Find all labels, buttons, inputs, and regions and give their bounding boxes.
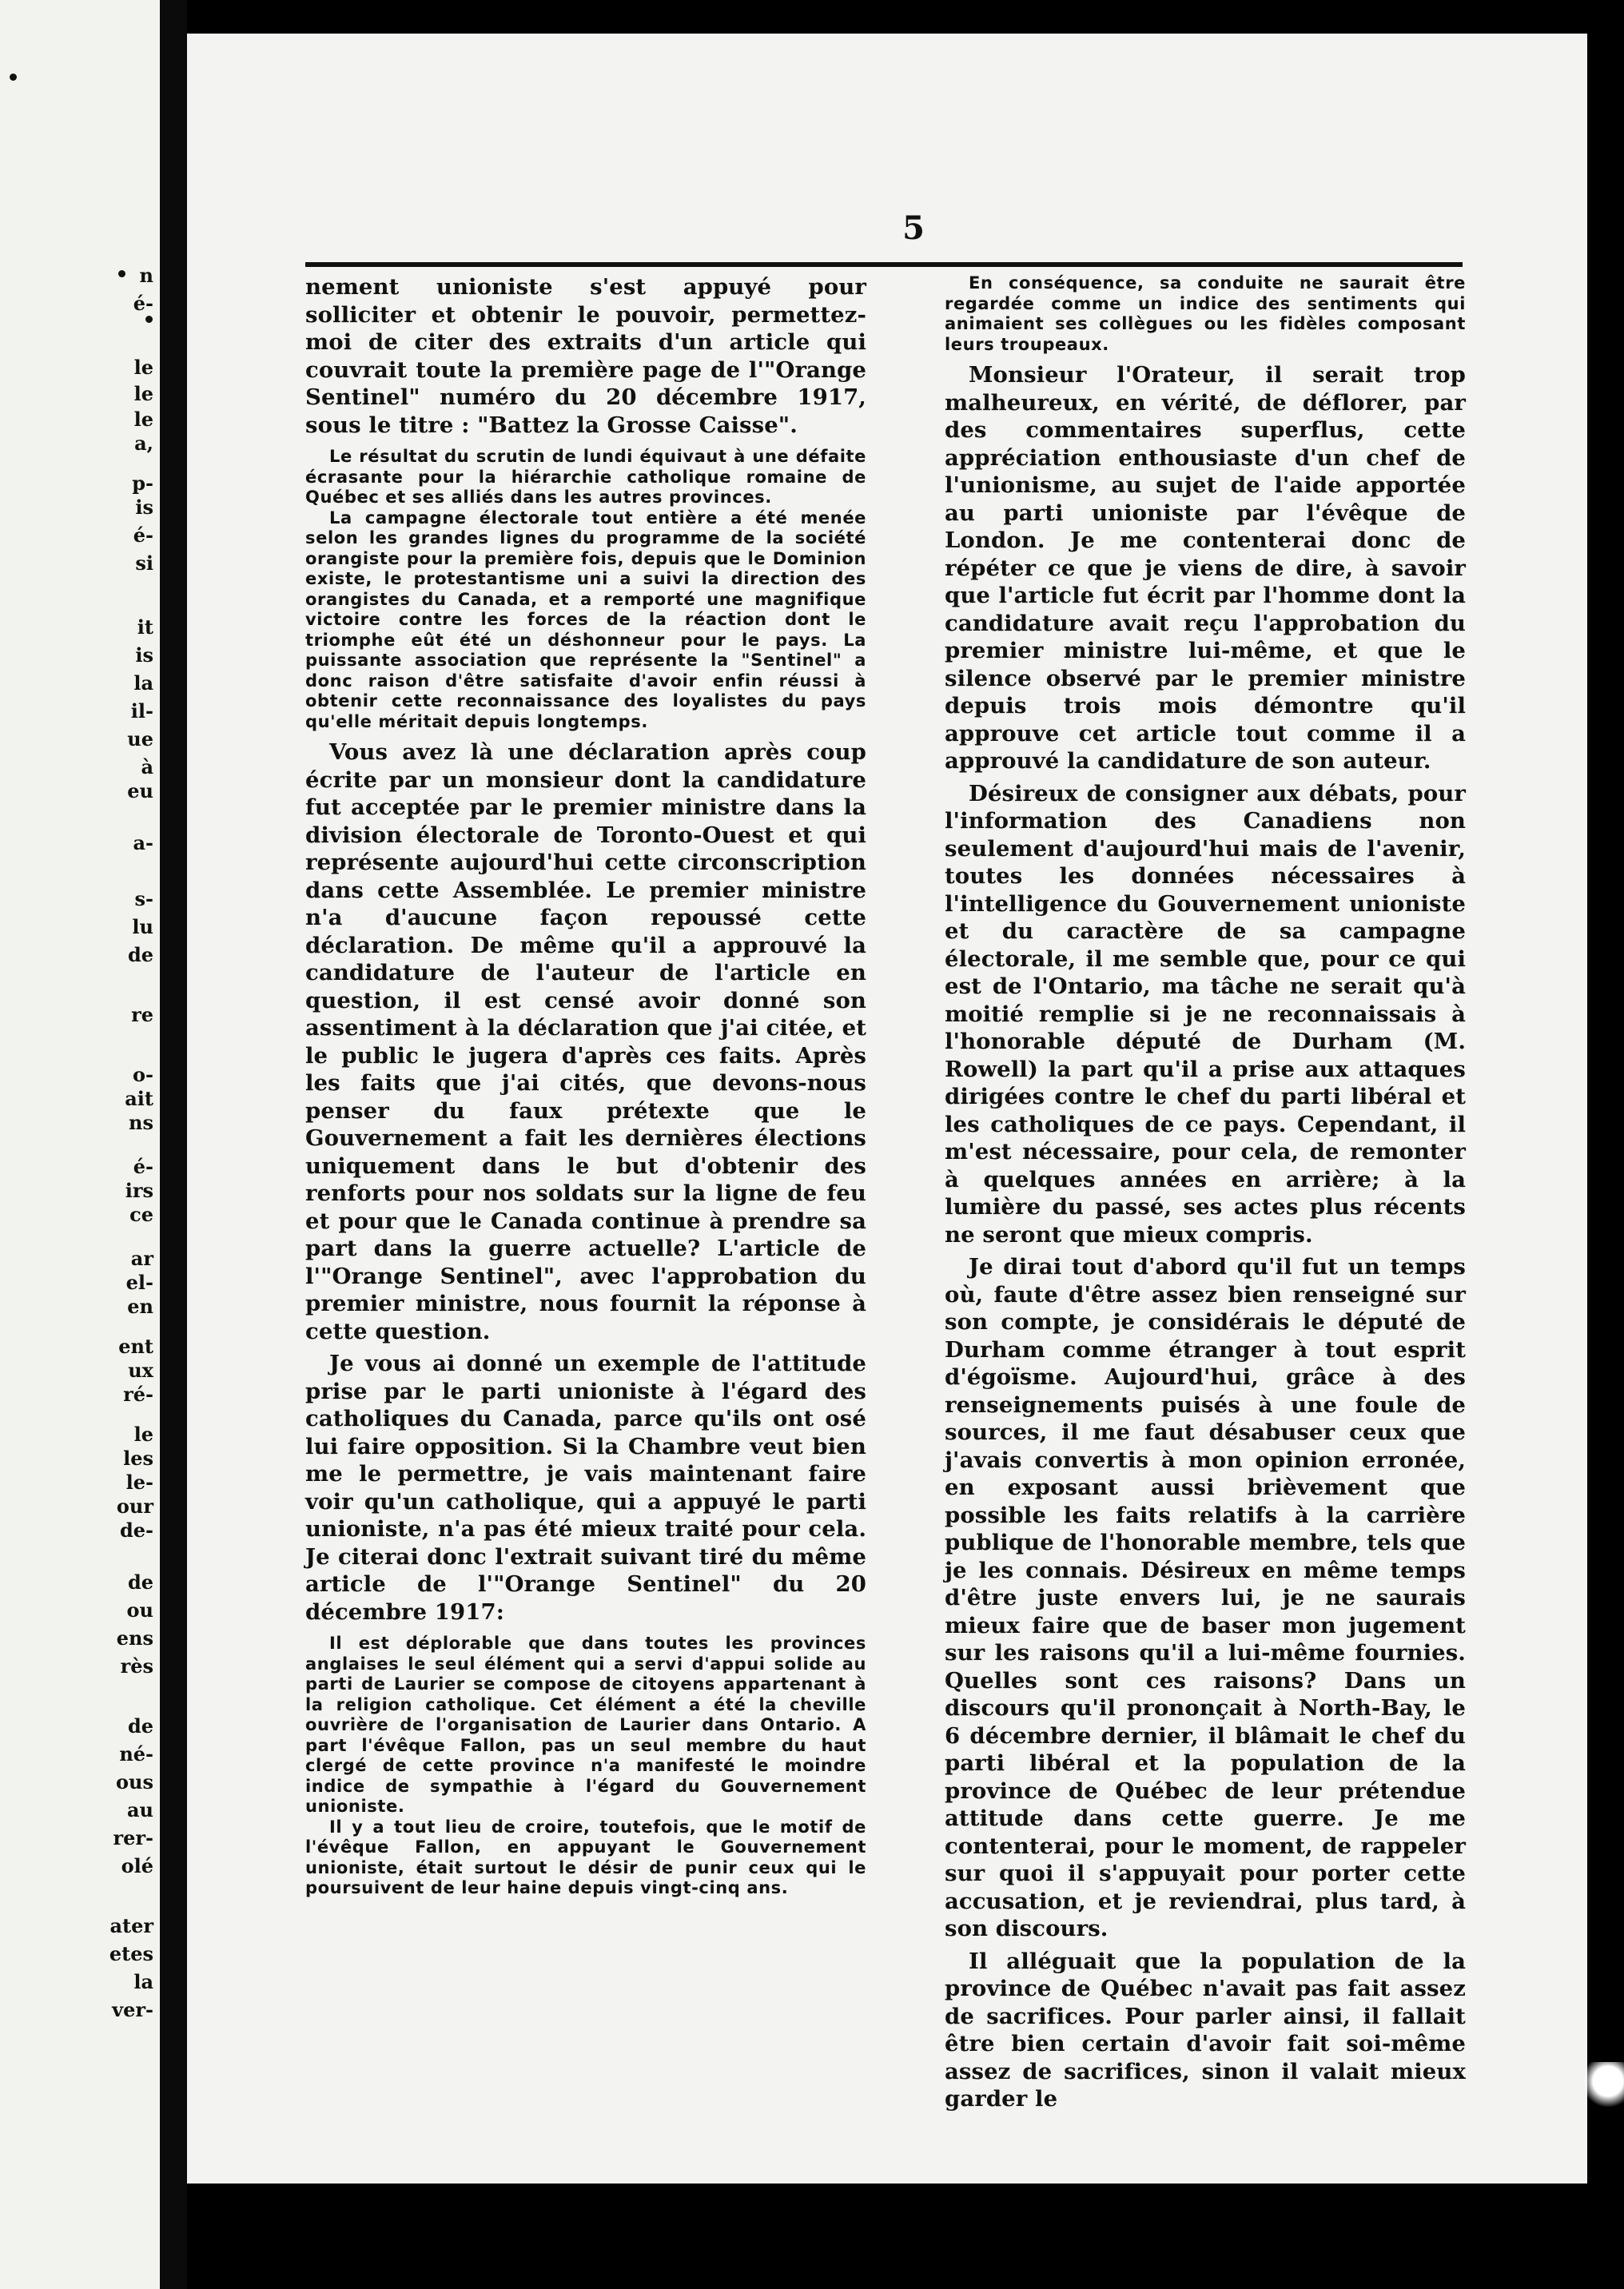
- gutter-text-fragment: el-: [125, 1271, 153, 1294]
- gutter-text-fragment: de-: [119, 1519, 153, 1542]
- document-page: [187, 34, 1587, 2184]
- gutter-text-fragment: le-: [125, 1471, 153, 1494]
- quote-paragraph: La campagne électorale tout entière a été menée selon les grandes lignes du programme de la société orangiste pour la première fois, depuis que le Dominion existe, le protestantisme uni a suivi la direction des orangistes du Canada, et a remporté une magnifique victoire contre les forces de la réaction dont le triomphe eût été un déshonneur pour le pays. La puissante association que représente la "Sentinel" a donc raison d'être satisfaite d'avoir enfin réussi à obtenir cette reconnaissance des loyalistes du pays qu'elle méritait depuis longtemps.: [305, 508, 866, 731]
- gutter-text-fragment: en: [127, 1295, 153, 1318]
- gutter-text-fragment: ue: [127, 727, 153, 750]
- gutter-text-fragment: our: [116, 1495, 153, 1518]
- paragraph: Monsieur l'Orateur, il serait trop malheureux, en vérité, de déflorer, par des commentaires superflus, cette appréciation enthousiaste d'un chef de l'unionisme, au sujet de l'aide apportée au parti unioniste par l'évêque de London. Je me contenterai donc de répéter ce que je viens de dire, à savoir que l'article fut écrit par l'homme dont la candidature avait reçu l'approbation du premier ministre lui-même, et que le silence observé par le premier ministre depuis trois mois démontre qu'il approuve cet article tout comme il a approuvé la candidature de son auteur.: [945, 362, 1466, 774]
- gutter-text-fragment: ux: [128, 1359, 153, 1382]
- gutter-text-fragment: it: [137, 615, 153, 639]
- gutter-text-fragment: o-: [133, 1063, 153, 1086]
- gutter-text-fragment: ent: [118, 1335, 153, 1358]
- paragraph: Je dirai tout d'abord qu'il fut un temps où, faute d'être assez bien renseigné sur son compte, je considérais le député de Durham comme étranger à tout esprit d'égoïsme. Aujourd'hui, grâce à des renseignements puisés à une foule de sources, il me faut désabuser ceux que j'avais convertis à mon opinion erronée, en exposant aussi brièvement que possible les faits relatifs à la carrière publique de l'honorable membre, tels que je les connais. Désireux en même temps d'être juste envers lui, je ne saurais mieux faire que de baser mon jugement sur les raisons qu'il a lui-même fournies. Quelles sont ces raisons? Dans un discours qu'il prononçait à North-Bay, le 6 décembre dernier, il blâmait le chef du parti libéral et la population de la province de Québec de leur prétendue attitude dans cette guerre. Je me contenterai, pour le moment, de rappeler sur quoi il s'appuyait pour porter cette accusation, et je reviendrai, plus tard, à son discours.: [945, 1254, 1466, 1941]
- page-number: 5: [902, 209, 925, 247]
- quote-paragraph: En conséquence, sa conduite ne saurait être regardée comme un indice des sentiments qui animaient ses collègues ou les fidèles composant leurs troupeaux.: [945, 273, 1466, 354]
- gutter-text-fragment: les: [123, 1447, 153, 1470]
- left-column: [305, 273, 866, 1905]
- gutter-text-fragment: is: [135, 643, 153, 667]
- gutter-text-fragment: rès: [120, 1654, 153, 1678]
- gutter-text-fragment: eu: [127, 779, 153, 802]
- quoted-excerpt: [305, 1634, 866, 1899]
- gutter-text-fragment: au: [127, 1798, 153, 1821]
- paragraph: Il alléguait que la population de la province de Québec n'avait pas fait assez de sacrifices. Pour parler ainsi, il fallait être bien certain d'avoir fait soi-même assez de sacrifices, sinon il valait mieux garder le: [945, 1948, 1466, 2112]
- paragraph: nement unioniste s'est appuyé pour solliciter et obtenir le pouvoir, permettez-moi de citer des extraits d'un article qui couvrait toute la première page de l'"Orange Sentinel" numéro du 20 décembre 1917, sous le titre : "Battez la Grosse Caisse".: [305, 274, 866, 438]
- gutter-text-fragment: é-: [133, 523, 153, 547]
- gutter-text-fragment: ver-: [112, 1998, 153, 2021]
- gutter-text-fragment: à: [141, 755, 153, 778]
- paragraph: Vous avez là une déclaration après coup écrite par un monsieur dont la candidature fut acceptée par le premier ministre dans la division électorale de Toronto-Ouest et qui représente aujourd'hui cette circonscription dans cette Assemblée. Le premier ministre n'a d'aucune façon repoussé cette déclaration. De même qu'il a approuvé la candidature de l'auteur de l'article en question, il est censé avoir donné son assentiment à la déclaration que j'ai citée, et le public le jugera d'après ces faits. Après les faits que j'ai cités, que devons-nous penser du faux prétexte que le Gouvernement a fait les dernières élections uniquement dans le but d'obtenir des renforts pour nos soldats sur la ligne de feu et pour que le Canada continue à prendre sa part dans la guerre actuelle? L'article de l'"Orange Sentinel", avec l'approbation du premier ministre, nous fournit la réponse à cette question.: [305, 739, 866, 1344]
- gutter-text-fragment: la: [133, 1970, 153, 1993]
- gutter-text-fragment: né-: [119, 1742, 153, 1766]
- gutter-text-fragment: ce: [129, 1203, 153, 1226]
- gutter-text-fragment: lu: [132, 915, 153, 938]
- gutter-text-fragment: is: [135, 496, 153, 519]
- gutter-text-fragment: de: [127, 943, 153, 966]
- gutter-text-fragment: ar: [130, 1247, 153, 1270]
- gutter-text-fragment: la: [133, 671, 153, 695]
- gutter-text-fragment: ait: [125, 1087, 153, 1110]
- gutter-text-fragment: de: [127, 1714, 153, 1738]
- gutter-text-fragment: ater: [109, 1914, 153, 1937]
- ink-speck: [145, 316, 153, 323]
- gutter-text-fragment: a-: [133, 831, 153, 854]
- scan-artifact: [1584, 2062, 1624, 2110]
- right-column: [945, 273, 1466, 2113]
- gutter-text-fragment: irs: [125, 1179, 153, 1202]
- gutter-text-fragment: p-: [132, 472, 153, 495]
- gutter-text-fragment: le: [133, 356, 153, 379]
- gutter-text-fragment: le: [133, 408, 153, 431]
- gutter-text-fragment: a,: [134, 432, 153, 455]
- gutter-text-fragment: é-: [133, 292, 153, 315]
- gutter-text-fragment: n: [139, 264, 153, 287]
- paragraph: Je vous ai donné un exemple de l'attitude prise par le parti unioniste à l'égard des catholiques du Canada, parce qu'ils ont osé lui faire opposition. Si la Chambre veut bien me le permettre, je vais maintenant faire voir qu'un catholique, qui a appuyé le parti unioniste, n'a pas été mieux traité pour cela. Je citerai donc l'extrait suivant tiré du même article de l'"Orange Sentinel" du 20 décembre 1917:: [305, 1351, 866, 1625]
- previous-page-fragment: [0, 0, 160, 2289]
- gutter-text-fragment: le: [133, 1423, 153, 1446]
- gutter-text-fragment: le: [133, 382, 153, 405]
- quote-paragraph: Le résultat du scrutin de lundi équivaut à une défaite écrasante pour la hiérarchie catholique romaine de Québec et ses alliés dans les autres provinces.: [305, 447, 866, 507]
- gutter-text-fragment: ns: [129, 1111, 153, 1134]
- paragraph: Désireux de consigner aux débats, pour l'information des Canadiens non seulement d'aujourd'hui mais de l'avenir, toutes les données nécessaires à l'intelligence du Gouvernement unioniste et du caractère de sa campagne électorale, il me semble que, pour ce qui est de l'Ontario, ma tâche ne serait qu'à moitié remplie si je ne reconnaissais à l'honorable député de Durham (M. Rowell) la part qu'il a prise aux attaques dirigées contre le chef du parti libéral et les catholiques de ce pays. Cependant, il m'est nécessaire, pour cela, de remonter à quelques années en arrière; à la lumière du passé, ses actes plus récents ne seront que mieux compris.: [945, 780, 1466, 1248]
- header-rule: [305, 262, 1463, 267]
- gutter-text-fragment: s-: [134, 887, 153, 910]
- quote-paragraph: Il y a tout lieu de croire, toutefois, que le motif de l'évêque Fallon, en appuyant le Gouvernement unioniste, était surtout le désir de punir ceux qui le poursuivent de leur haine depuis vingt-cinq ans.: [305, 1817, 866, 1897]
- ink-speck: [118, 270, 125, 277]
- gutter-text-fragment: re: [131, 1003, 153, 1026]
- quoted-excerpt: [305, 447, 866, 732]
- gutter-text-fragment: rer-: [113, 1826, 153, 1849]
- quoted-excerpt: [945, 273, 1466, 355]
- quote-paragraph: Il est déplorable que dans toutes les provinces anglaises le seul élément qui a servi d'appui solide au parti de Laurier se compose de citoyens appartenant à la religion catholique. Cet élément a été la cheville ouvrière de l'organisation de Laurier dans Ontario. A part l'évêque Fallon, pas un seul membre du haut clergé de cette province n'a manifesté le moindre indice de sympathie à l'égard du Gouvernement unioniste.: [305, 1634, 866, 1816]
- gutter-text-fragment: il-: [130, 699, 153, 723]
- ink-speck: [10, 74, 17, 81]
- page-binding-shadow: [160, 0, 187, 2289]
- gutter-text-fragment: é-: [133, 1155, 153, 1178]
- gutter-text-fragment: etes: [109, 1942, 153, 1965]
- gutter-text-fragment: de: [127, 1570, 153, 1594]
- gutter-text-fragment: ens: [116, 1626, 153, 1650]
- gutter-text-fragment: si: [135, 551, 153, 575]
- gutter-text-fragment: ou: [126, 1598, 153, 1622]
- gutter-text-fragment: ré-: [123, 1383, 153, 1406]
- gutter-text-fragment: ous: [116, 1770, 153, 1793]
- gutter-text-fragment: olé: [121, 1854, 153, 1877]
